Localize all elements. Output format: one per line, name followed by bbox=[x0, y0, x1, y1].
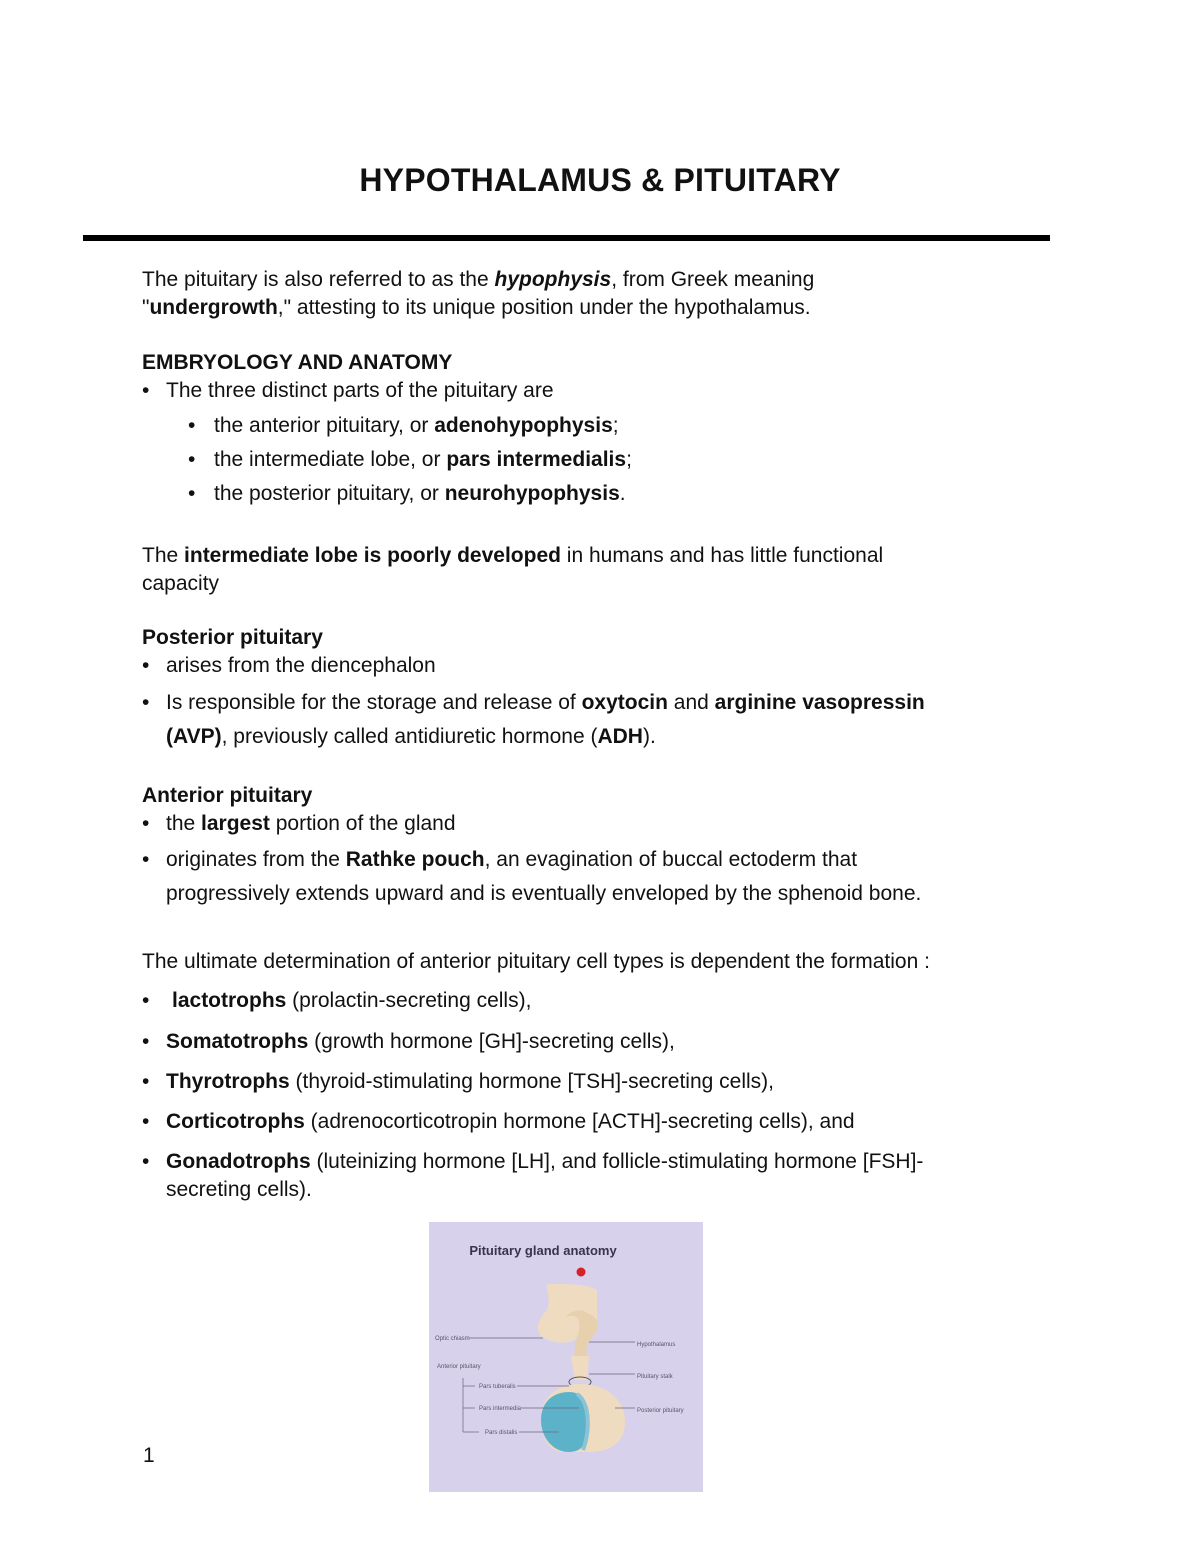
term-thyrotrophs: Thyrotrophs bbox=[166, 1070, 290, 1093]
term-arginine-vasopressin: arginine vasopressin bbox=[714, 691, 925, 714]
list-item-text: . bbox=[619, 482, 626, 505]
intermediate-paragraph bbox=[142, 542, 1042, 598]
intro-text: The pituitary is also referred to as the bbox=[142, 268, 495, 291]
term-pars-intermedialis: pars intermedialis bbox=[446, 448, 627, 471]
marker-dot bbox=[577, 1268, 586, 1277]
list-item-text: the posterior pituitary, or bbox=[214, 482, 445, 505]
term-gonadotrophs: Gonadotrophs bbox=[166, 1150, 311, 1173]
list-item-text: ; bbox=[612, 414, 619, 437]
list-item-text: progressively extends upward and is eventually enveloped by the sphenoid bone. bbox=[166, 882, 922, 905]
list-item-text: secreting cells). bbox=[166, 1178, 312, 1201]
term-avp: (AVP) bbox=[166, 725, 222, 748]
section-heading-posterior: Posterior pituitary bbox=[142, 626, 323, 649]
figure-title: Pituitary gland anatomy bbox=[469, 1243, 617, 1258]
term-neurohypophysis: neurohypophysis bbox=[444, 482, 620, 505]
bullet: • bbox=[142, 691, 150, 714]
intro-text: " bbox=[142, 296, 150, 319]
list-item-text: Is responsible for the storage and release of bbox=[166, 691, 582, 714]
label-anterior-pituitary: Anterior pituitary bbox=[437, 1364, 481, 1370]
page-title: HYPOTHALAMUS & PITUITARY bbox=[359, 162, 841, 198]
bullet: • bbox=[142, 812, 150, 835]
list-item-text: ). bbox=[642, 725, 656, 748]
list-item-text: arises from the diencephalon bbox=[166, 654, 436, 677]
pituitary-stalk-shape bbox=[571, 1356, 589, 1380]
list-item bbox=[142, 686, 1066, 754]
celltypes-intro: The ultimate determination of anterior pituitary cell types is dependent the formation : bbox=[142, 950, 930, 973]
list-item bbox=[188, 412, 619, 440]
list-item bbox=[142, 843, 1066, 911]
list-item-text: portion of the gland bbox=[269, 812, 456, 835]
list-item-text: , previously called antidiuretic hormone ( bbox=[221, 725, 598, 748]
term-hypophysis: hypophysis bbox=[494, 268, 612, 291]
list-item-text: (growth hormone [GH]-secreting cells), bbox=[308, 1030, 675, 1053]
list-item bbox=[142, 1108, 855, 1136]
list-item bbox=[142, 652, 436, 680]
pituitary-diagram bbox=[429, 1222, 703, 1492]
list-item-text: the bbox=[166, 812, 202, 835]
list-item-text: ; bbox=[626, 448, 632, 471]
term-undergrowth: undergrowth bbox=[149, 296, 278, 319]
page-number: 1 bbox=[143, 1444, 155, 1467]
term-intermediate-lobe: intermediate lobe is poorly developed bbox=[184, 544, 561, 567]
term-lactotrophs: lactotrophs bbox=[172, 989, 287, 1012]
label-hypothalamus: Hypothalamus bbox=[637, 1342, 676, 1348]
list-item bbox=[142, 1028, 675, 1056]
term-adenohypophysis: adenohypophysis bbox=[434, 414, 613, 437]
label-pars-distalis: Pars distalis bbox=[485, 1430, 518, 1436]
pituitary-anatomy-figure bbox=[429, 1222, 703, 1492]
list-item-text: the intermediate lobe, or bbox=[214, 448, 447, 471]
list-item-text: (prolactin-secreting cells), bbox=[286, 989, 532, 1012]
list-item bbox=[142, 1068, 774, 1096]
bullet: • bbox=[142, 379, 150, 402]
paragraph-text: in humans and has little functional bbox=[560, 544, 884, 567]
list-item-text: (adrenocorticotropin hormone [ACTH]-secreting cells), and bbox=[304, 1110, 855, 1133]
label-optic-chiasm: Optic chiasm bbox=[435, 1336, 470, 1342]
term-rathke-pouch: Rathke pouch bbox=[345, 848, 485, 871]
bullet: • bbox=[188, 414, 196, 437]
label-pituitary-stalk: Pituitary stalk bbox=[637, 1374, 673, 1380]
label-posterior-pituitary: Posterior pituitary bbox=[637, 1408, 684, 1414]
list-item bbox=[142, 1148, 1076, 1204]
list-item-text: The three distinct parts of the pituitary are bbox=[166, 379, 554, 402]
label-pars-intermedia: Pars intermedia bbox=[479, 1406, 522, 1412]
list-item bbox=[142, 377, 554, 405]
paragraph-text: capacity bbox=[142, 572, 220, 595]
bullet: • bbox=[142, 1150, 150, 1173]
term-adh: ADH bbox=[597, 725, 643, 748]
list-item bbox=[142, 987, 531, 1015]
list-item-text: and bbox=[667, 691, 715, 714]
bullet: • bbox=[142, 654, 150, 677]
list-item-text: originates from the bbox=[166, 848, 346, 871]
list-item bbox=[188, 446, 632, 474]
title-divider bbox=[83, 235, 1050, 241]
list-item-text: (thyroid-stimulating hormone [TSH]-secreting cells), bbox=[289, 1070, 774, 1093]
list-item bbox=[142, 810, 456, 838]
list-item-text: , an evagination of buccal ectoderm that bbox=[484, 848, 858, 871]
section-heading-embryology: EMBRYOLOGY AND ANATOMY bbox=[142, 351, 453, 374]
label-pars-tuberalis: Pars tuberalis bbox=[479, 1384, 516, 1390]
list-item-text: the anterior pituitary, or bbox=[214, 414, 435, 437]
term-oxytocin: oxytocin bbox=[581, 691, 668, 714]
list-item bbox=[188, 480, 626, 508]
list-item-text: (luteinizing hormone [LH], and follicle-stimulating hormone [FSH]- bbox=[310, 1150, 924, 1173]
bullet: • bbox=[142, 1070, 150, 1093]
intro-text: ," attesting to its unique position under the hypothalamus. bbox=[277, 296, 811, 319]
bullet: • bbox=[142, 989, 150, 1012]
bullet: • bbox=[142, 1110, 150, 1133]
bullet: • bbox=[188, 448, 196, 471]
term-corticotrophs: Corticotrophs bbox=[166, 1110, 305, 1133]
intro-paragraph bbox=[142, 266, 1042, 322]
term-largest: largest bbox=[201, 812, 270, 835]
bullet: • bbox=[142, 1030, 150, 1053]
bullet: • bbox=[142, 848, 150, 871]
section-heading-anterior: Anterior pituitary bbox=[142, 784, 313, 807]
intro-text: , from Greek meaning bbox=[611, 268, 815, 291]
bullet: • bbox=[188, 482, 196, 505]
term-somatotrophs: Somatotrophs bbox=[166, 1030, 309, 1053]
paragraph-text: The bbox=[142, 544, 185, 567]
